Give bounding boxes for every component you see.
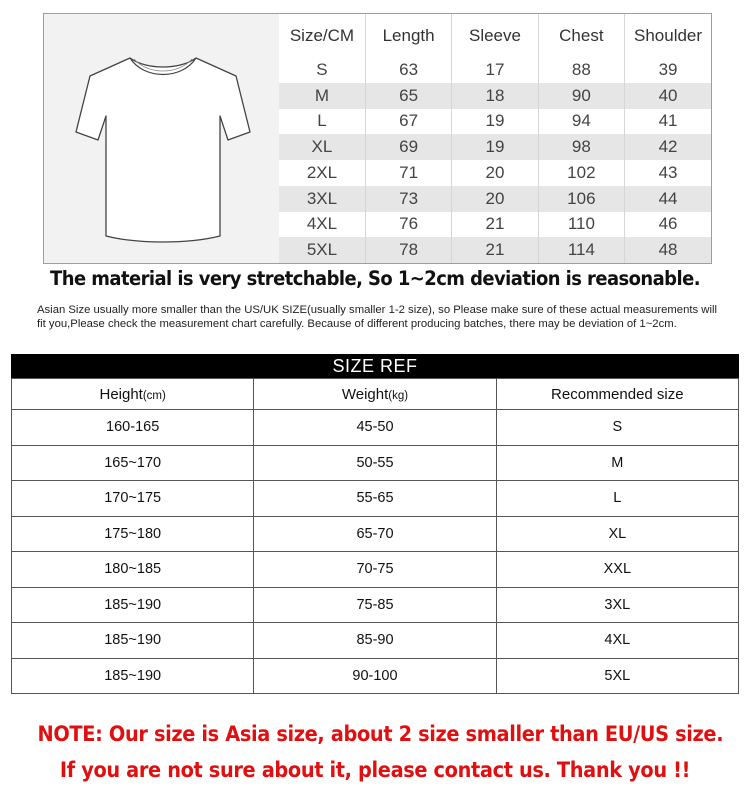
height-header: [12, 379, 254, 410]
table-row: [279, 109, 711, 135]
table-cell: 45-50: [254, 410, 496, 446]
table-row: [12, 410, 739, 446]
table-cell: 5XL: [496, 658, 738, 694]
table-cell: 110: [538, 212, 624, 238]
weight-unit: (kg): [388, 389, 409, 402]
table-row: [12, 623, 739, 659]
table-cell: S: [279, 57, 365, 83]
table-row: [12, 587, 739, 623]
weight-header: [254, 379, 496, 410]
table-row: [12, 445, 739, 481]
table-cell: 185~190: [12, 623, 254, 659]
size-ref-table: [11, 378, 739, 694]
table-cell: 20: [452, 186, 538, 212]
table-cell: 55-65: [254, 481, 496, 517]
table-cell: 85-90: [254, 623, 496, 659]
table-cell: 21: [452, 212, 538, 238]
weight-header-label: Weight: [341, 385, 389, 403]
table-cell: 5XL: [279, 237, 365, 263]
table-row: [279, 57, 711, 83]
table-row: [12, 481, 739, 517]
table-row: [12, 552, 739, 588]
table-cell: 42: [625, 134, 711, 160]
table-cell: 67: [365, 109, 451, 135]
size-ref-section: [11, 354, 739, 694]
table-cell: 65-70: [254, 516, 496, 552]
table-cell: 94: [538, 109, 624, 135]
table-cell: 102: [538, 160, 624, 186]
table-cell: 180~185: [12, 552, 254, 588]
table-cell: 69: [365, 134, 451, 160]
table-cell: 185~190: [12, 658, 254, 694]
table-cell: 75-85: [254, 587, 496, 623]
table-cell: 48: [625, 237, 711, 263]
table-cell: 90-100: [254, 658, 496, 694]
table-cell: 78: [365, 237, 451, 263]
table-cell: 39: [625, 57, 711, 83]
table-cell: 3XL: [279, 186, 365, 212]
column-header: Shoulder: [625, 14, 711, 57]
table-cell: 44: [625, 186, 711, 212]
shirt-illustration-panel: [44, 14, 279, 263]
table-cell: 19: [452, 134, 538, 160]
table-cell: XL: [496, 516, 738, 552]
table-cell: 73: [365, 186, 451, 212]
measurement-chart: [43, 13, 712, 264]
table-cell: 17: [452, 57, 538, 83]
table-row: [279, 186, 711, 212]
table-cell: M: [279, 83, 365, 109]
table-cell: 50-55: [254, 445, 496, 481]
column-header: Chest: [538, 14, 624, 57]
table-cell: 170~175: [12, 481, 254, 517]
note-contact-us: If you are not sure about it, please contact us. Thank you !!: [59, 758, 691, 783]
recommended-header: Recommended size: [496, 379, 738, 410]
size-measure-table: [279, 14, 711, 263]
height-header-label: Height: [99, 385, 143, 403]
stretch-banner: The material is very stretchable, So 1~2cm deviation is reasonable.: [50, 267, 700, 290]
table-cell: S: [496, 410, 738, 446]
table-cell: L: [279, 109, 365, 135]
table-cell: 3XL: [496, 587, 738, 623]
table-cell: 65: [365, 83, 451, 109]
table-cell: XXL: [496, 552, 738, 588]
table-cell: 114: [538, 237, 624, 263]
table-header-row: [279, 14, 711, 57]
table-cell: 20: [452, 160, 538, 186]
table-cell: 4XL: [279, 212, 365, 238]
tshirt-outline-icon: [68, 44, 258, 244]
table-cell: 185~190: [12, 587, 254, 623]
table-row: [279, 134, 711, 160]
table-cell: 70-75: [254, 552, 496, 588]
table-cell: 90: [538, 83, 624, 109]
table-row: [12, 658, 739, 694]
table-row: [12, 516, 739, 552]
table-cell: 18: [452, 83, 538, 109]
table-cell: 98: [538, 134, 624, 160]
table-cell: M: [496, 445, 738, 481]
table-cell: 2XL: [279, 160, 365, 186]
table-row: [279, 83, 711, 109]
table-cell: 106: [538, 186, 624, 212]
table-cell: 43: [625, 160, 711, 186]
note-asia-size: NOTE: Our size is Asia size, about 2 size smaller than EU/US size.: [37, 722, 724, 747]
table-cell: L: [496, 481, 738, 517]
table-cell: 160-165: [12, 410, 254, 446]
column-header: Sleeve: [452, 14, 538, 57]
table-cell: 63: [365, 57, 451, 83]
table-cell: 41: [625, 109, 711, 135]
table-cell: 40: [625, 83, 711, 109]
table-cell: 165~170: [12, 445, 254, 481]
asian-size-note: Asian Size usually more smaller than the US/UK SIZE(usually smaller 1-2 size), so Please make sure of these actual measurements will fit you,Please check the measurement chart carefully. Because of different producing batches, there may be deviation of 1~2cm.: [37, 304, 717, 330]
size-ref-title: SIZE REF: [11, 354, 739, 378]
table-cell: 76: [365, 212, 451, 238]
table-row: [279, 160, 711, 186]
table-row: [279, 237, 711, 263]
column-header: Length: [365, 14, 451, 57]
table-cell: XL: [279, 134, 365, 160]
column-header: Size/CM: [279, 14, 365, 57]
table-cell: 88: [538, 57, 624, 83]
table-cell: 71: [365, 160, 451, 186]
table-cell: 46: [625, 212, 711, 238]
table-cell: 4XL: [496, 623, 738, 659]
table-cell: 175~180: [12, 516, 254, 552]
table-header-row: [12, 379, 739, 410]
height-unit: (cm): [142, 389, 166, 402]
table-cell: 19: [452, 109, 538, 135]
table-cell: 21: [452, 237, 538, 263]
table-row: [279, 212, 711, 238]
